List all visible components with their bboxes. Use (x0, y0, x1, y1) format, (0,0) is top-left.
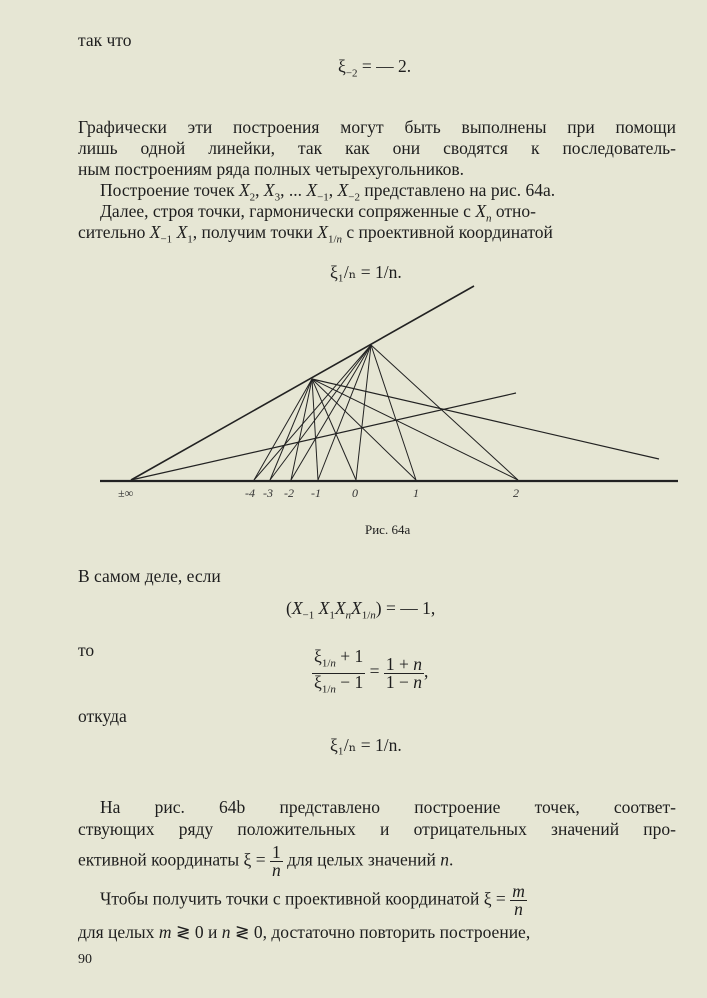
paragraph-line: ективной координаты ξ = $\frac{1}{n}$ для целых значений n. (78, 842, 454, 880)
paragraph-line: ствующих ряду положительных и отрицательных значений про- (78, 819, 676, 839)
axis-label: -3 (263, 486, 273, 500)
page-number: 90 (78, 952, 92, 967)
paragraph-line: ным построениям ряда полных четырехугольников. (78, 159, 464, 179)
axis-label: 2 (513, 486, 519, 500)
paragraph-line: для целых m ≷ 0 и n ≷ 0, достаточно повторить построение, (78, 922, 531, 942)
paragraph-line: сительно $X_{-1}$ $X_1$, получим точки $X_{1/n}$ с проективной координатой (78, 222, 553, 246)
paragraph-line: Чтобы получить точки с проективной координатой ξ = $\frac{m}{n}$ (100, 881, 525, 919)
axis-label: 0 (352, 486, 358, 500)
axis-label: 1 (413, 486, 419, 500)
figure-caption: Рис. 64а (365, 522, 411, 537)
formula-ratio: $\frac{\xi_{1/n} + 1}{\xi_{1/n} - 1}$ = $\frac{1 + n}{1 - n}$ , (314, 646, 429, 695)
formula-xi-1-over-n: ξ₁/ₙ = 1/n. (330, 262, 402, 282)
axis-label: ±∞ (118, 486, 134, 500)
pencil-a (254, 345, 518, 480)
pencil-b (254, 379, 518, 480)
paragraph-line: откуда (78, 706, 127, 726)
axis-label: -1 (311, 486, 321, 500)
formula-result: ξ₁/ₙ = 1/n. (330, 735, 402, 755)
long-line (312, 379, 659, 459)
paragraph-line: Построение точек $X_2$, $X_3$, ... $X_{-1}$, $X_{-2}$ представлено на рис. 64а. (100, 180, 556, 204)
paragraph-line: Далее, строя точки, гармонически сопряженные с $X_n$ отно- (100, 201, 537, 225)
paragraph-line: Графически эти построения могут быть выполнены при помощи (78, 117, 676, 137)
paragraph-line: лишь одной линейки, так как они сводятся к последователь- (78, 138, 676, 158)
upper-line (131, 286, 474, 480)
formula-cross-ratio: ($X_{-1}$ $X_1X_nX_{1/n}$) = — 1, (286, 598, 436, 622)
axis-label: -2 (284, 486, 294, 500)
paragraph-line: то (78, 640, 95, 660)
paragraph-line: На рис. 64b представлено построение точек, соответ- (100, 797, 676, 817)
paragraph-line: В самом деле, если (78, 566, 221, 586)
formula-xi-minus-2: $\xi_{-2}$ = — 2. (338, 56, 412, 80)
text-so-that: так что (78, 30, 132, 50)
axis-label: -4 (245, 486, 255, 500)
